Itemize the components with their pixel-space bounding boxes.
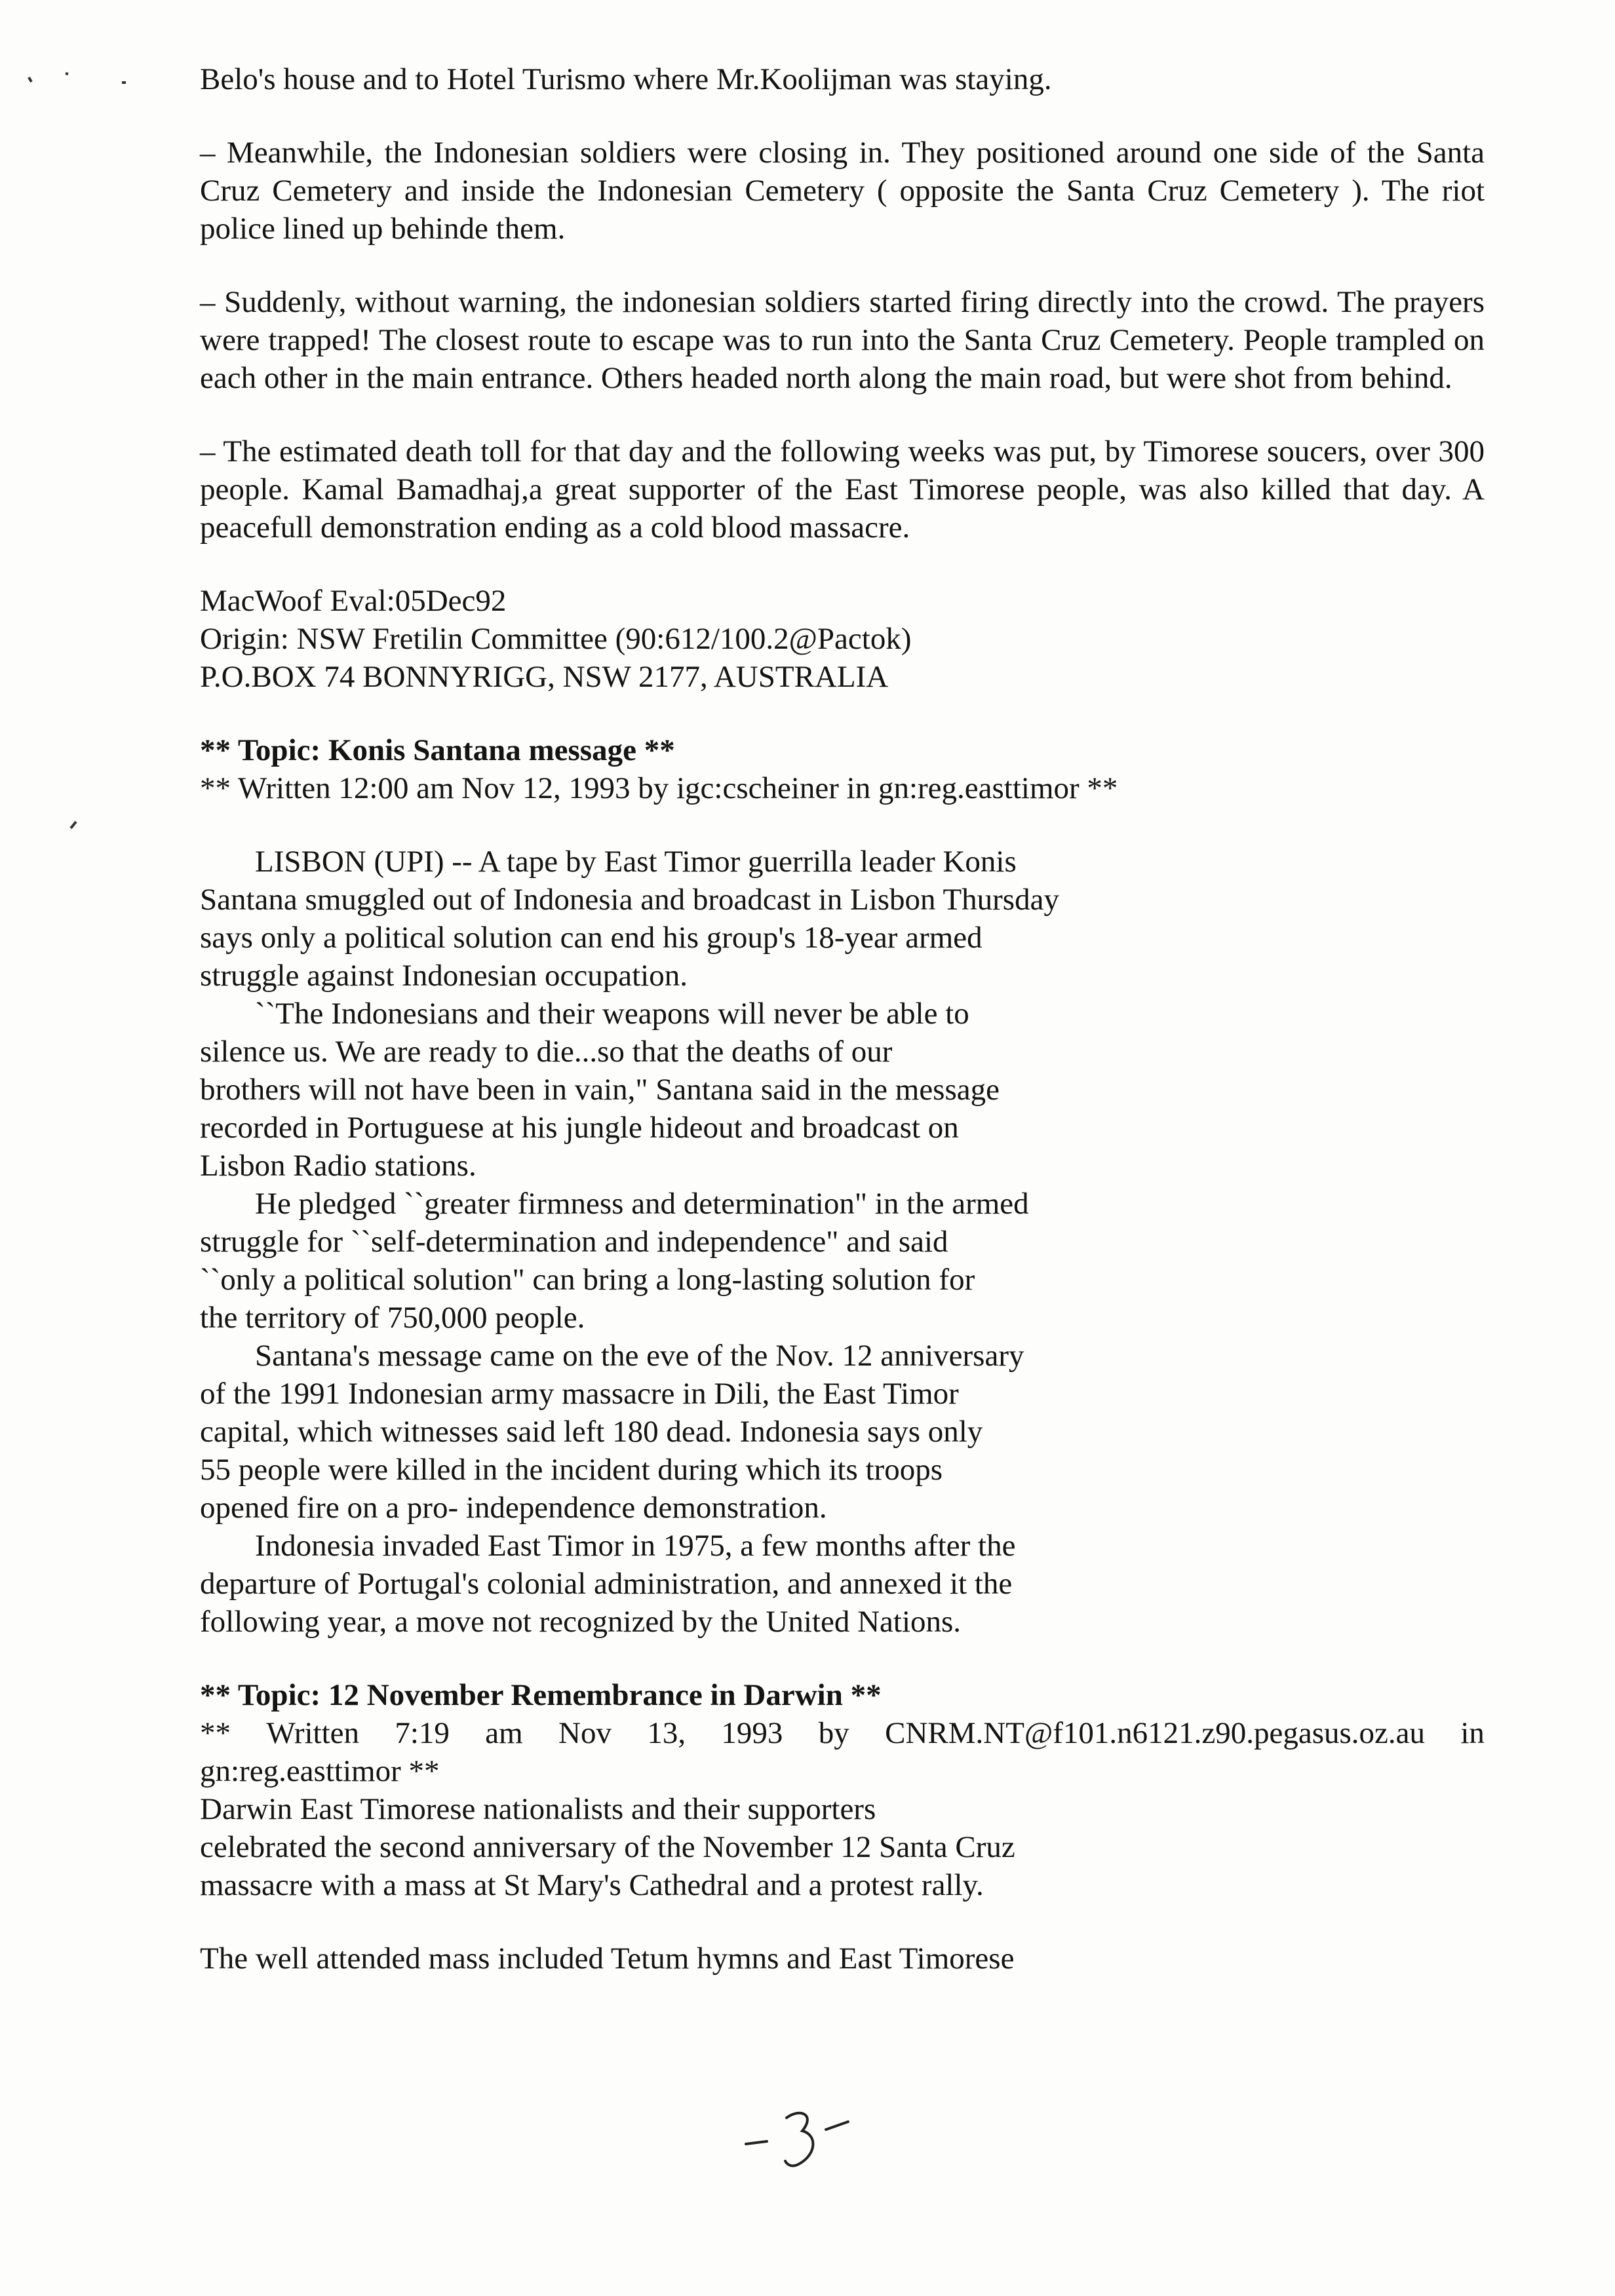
article-line: says only a political solution can end his group's 18-year armed bbox=[200, 921, 983, 955]
article-line: LISBON (UPI) -- A tape by East Timor guerrilla leader Konis bbox=[255, 845, 1017, 879]
article-line: ``only a political solution" can bring a long-lasting solution for bbox=[200, 1263, 975, 1297]
article-line: brothers will not have been in vain," Santana said in the message bbox=[200, 1073, 1000, 1107]
stray-mark-4 bbox=[71, 822, 76, 828]
paragraph-death-toll: – The estimated death toll for that day and the following weeks was put, by Timorese soucers, over 300 people. Kamal Bamadhaj,a great supporter of the East Timorese people, was also killed that day. A peacefull demonstration ending as a cold blood massacre. bbox=[200, 434, 1485, 545]
page-number bbox=[741, 2103, 859, 2175]
handwritten-page-number bbox=[741, 2103, 859, 2175]
article-line: massacre with a mass at St Mary's Cathedral and a protest rally. bbox=[200, 1868, 984, 1902]
topic-konis-santana bbox=[200, 731, 1485, 1641]
article-line: He pledged ``greater firmness and determination" in the armed bbox=[255, 1187, 1029, 1221]
meta-part: by bbox=[818, 1716, 849, 1750]
article-line: Darwin East Timorese nationalists and their supporters bbox=[200, 1792, 876, 1826]
article-line: opened fire on a pro- independence demonstration. bbox=[200, 1491, 827, 1525]
article-line: departure of Portugal's colonial administration, and annexed it the bbox=[200, 1567, 1013, 1601]
topic-title: ** Topic: 12 November Remembrance in Darwin ** bbox=[200, 1678, 882, 1712]
address-line: P.O.BOX 74 BONNYRIGG, NSW 2177, AUSTRALIA bbox=[200, 660, 889, 694]
meta-part: CNRM.NT@f101.n6121.z90.pegasus.oz.au bbox=[885, 1716, 1426, 1750]
article-line: The well attended mass included Tetum hymns and East Timorese bbox=[200, 1942, 1015, 1976]
article-line: of the 1991 Indonesian army massacre in Dili, the East Timor bbox=[200, 1377, 959, 1411]
document-body bbox=[200, 60, 1485, 1978]
stray-mark-1 bbox=[29, 77, 31, 82]
address-line: Origin: NSW Fretilin Committee (90:612/100.2@Pactok) bbox=[200, 622, 912, 656]
meta-part: 7:19 bbox=[395, 1716, 450, 1750]
sender-address bbox=[200, 582, 1485, 696]
stray-mark-2 bbox=[66, 73, 68, 74]
article-line: ``The Indonesians and their weapons will never be able to bbox=[255, 997, 969, 1031]
meta-part: ** bbox=[200, 1716, 231, 1750]
article-line: Santana smuggled out of Indonesia and broadcast in Lisbon Thursday bbox=[200, 883, 1059, 917]
paragraph-continuation: Belo's house and to Hotel Turismo where Mr.Koolijman was staying. bbox=[200, 62, 1052, 96]
topic-meta bbox=[200, 1714, 1485, 1752]
paragraph-firing-into-crowd: – Suddenly, without warning, the indonesian soldiers started firing directly into the crowd. The prayers were trapped! The closest route to escape was to run into the Santa Cruz Cemetery. People trampled on each other in the main entrance. Others headed north along the main road, but were shot from behind. bbox=[200, 285, 1485, 395]
topic-meta: ** Written 12:00 am Nov 12, 1993 by igc:cscheiner in gn:reg.easttimor ** bbox=[200, 771, 1118, 805]
article-line: the territory of 750,000 people. bbox=[200, 1301, 585, 1335]
topic-title: ** Topic: Konis Santana message ** bbox=[200, 733, 675, 767]
address-line: MacWoof Eval:05Dec92 bbox=[200, 584, 507, 618]
article-line: capital, which witnesses said left 180 dead. Indonesia says only bbox=[200, 1415, 983, 1449]
article-line: celebrated the second anniversary of the November 12 Santa Cruz bbox=[200, 1830, 1015, 1864]
meta-part: 1993 bbox=[721, 1716, 783, 1750]
meta-part: 13, bbox=[647, 1716, 686, 1750]
article-line: following year, a move not recognized by the United Nations. bbox=[200, 1605, 962, 1639]
paragraph-soldiers-closing-in: – Meanwhile, the Indonesian soldiers were closing in. They positioned around one side of the Santa Cruz Cemetery and inside the Indonesian Cemetery ( opposite the Santa Cruz Cemetery ). The riot police lined up behinde them. bbox=[200, 136, 1485, 246]
article-line: silence us. We are ready to die...so that the deaths of our bbox=[200, 1035, 893, 1069]
article-line: struggle for ``self-determination and independence" and said bbox=[200, 1225, 948, 1259]
meta-part: am bbox=[485, 1716, 523, 1750]
article-line: recorded in Portuguese at his jungle hideout and broadcast on bbox=[200, 1111, 959, 1145]
article-line: Santana's message came on the eve of the Nov. 12 anniversary bbox=[255, 1339, 1024, 1373]
topic-meta-continued: gn:reg.easttimor ** bbox=[200, 1754, 440, 1788]
topic-darwin-remembrance bbox=[200, 1676, 1485, 1978]
article-line: 55 people were killed in the incident during which its troops bbox=[200, 1453, 943, 1487]
article-line: Lisbon Radio stations. bbox=[200, 1149, 477, 1183]
meta-part: in bbox=[1460, 1716, 1485, 1750]
meta-part: Written bbox=[266, 1716, 360, 1750]
article-line: Indonesia invaded East Timor in 1975, a few months after the bbox=[255, 1529, 1016, 1563]
article-line: struggle against Indonesian occupation. bbox=[200, 959, 688, 993]
meta-part: Nov bbox=[558, 1716, 612, 1750]
